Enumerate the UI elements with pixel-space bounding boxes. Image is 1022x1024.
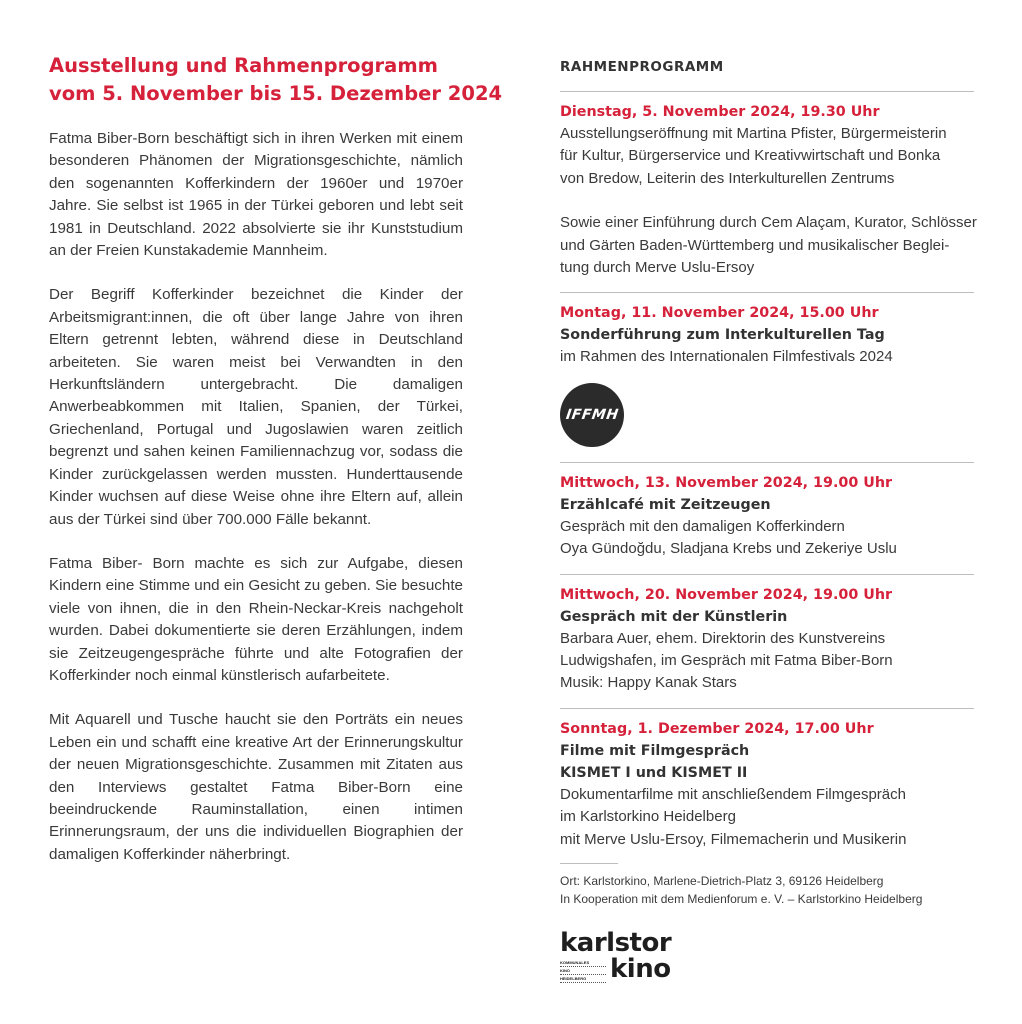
event-line: Ausstellungseröffnung mit Martina Pfister, Bürgermeisterin (560, 125, 947, 142)
event-line: Oya Gündoğdu, Sladjana Krebs und Zekeriye Uslu (560, 540, 897, 558)
event-1 (560, 92, 977, 293)
page-title (49, 52, 503, 108)
event-title: Gespräch mit der Künstlerin (560, 608, 788, 625)
logo-small-line: HEIDELBERG (560, 975, 606, 983)
iffmh-logo-text: IFFMH (564, 406, 620, 423)
event-title: Filme mit Filmgespräch (560, 742, 750, 759)
paragraph-3: Fatma Biber- Born machte es sich zur Aufgabe, diesen Kindern eine Stimme und ein Gesicht zu geben. Sie besuchte viele von ihnen, die in den Rhein-Neckar-Kreis nachgeholt wurden. Dabei dokumentierte sie deren Erzählungen, indem sie Zeitzeugengespräche führte und alte Fotografien der Kofferkinder noch einmal künstlerisch aufarbeitete. (49, 554, 463, 684)
title-line-2: vom 5. November bis 15. Dezember 2024 (49, 82, 503, 105)
cooperation-note: In Kooperation mit dem Medienforum e. V. – Karlstorkino Heidelberg (560, 892, 923, 907)
logo-small-line: KINO (560, 967, 606, 975)
venue-address: Ort: Karlstorkino, Marlene-Dietrich-Platz 3, 69126 Heidelberg (560, 874, 884, 889)
event-2 (560, 293, 974, 462)
event-line: im Karlstorkino Heidelberg (560, 808, 736, 826)
event-title-2: KISMET I und KISMET II (560, 764, 748, 781)
event-line: Gespräch mit den damaligen Kofferkindern (560, 517, 845, 535)
section-heading: RAHMENPROGRAMM (560, 59, 724, 75)
event-line: mit Merve Uslu-Ersoy, Filmemacherin und Musikerin (560, 830, 907, 848)
spacer (560, 190, 974, 212)
logo-word-bottom: kino (610, 954, 671, 985)
program-column (560, 58, 977, 990)
event-date: Sonntag, 1. Dezember 2024, 17.00 Uhr (560, 720, 874, 737)
intro-column (49, 52, 503, 888)
event-4 (560, 575, 974, 709)
footer-divider (560, 863, 618, 864)
event-line: und Gärten Baden-Württemberg und musikalischer Beglei- (560, 236, 950, 254)
paragraph-1: Fatma Biber-Born beschäftigt sich in ihren Werken mit einem besonderen Phänomen der Migrationsgeschichte, nämlich den sogenannten Kofferkindern der 1960er und 1970er Jahre. Sie selbst ist 1965 in der Türkei geboren und lebt seit 1981 in Deutschland. 2022 absolvierte sie ihr Kunststudium an der Freien Kunstakademie Mannheim. (49, 130, 463, 260)
logo-word-top: karlstor (560, 928, 672, 959)
karlstorkino-logo (560, 930, 680, 990)
paragraph-4: Mit Aquarell und Tusche haucht sie den Porträts ein neues Leben ein und schafft eine kreative Art der Erinnerungskultur der neuen Migrationsgeschichte. Zusammen mit Zitaten aus den Interviews gestaltet Fatma Biber-Born eine beeindruckende Rauminstallation, einen intimen Erinnerungsraum, der uns die individuellen Biographien der damaligen Kofferkinder näherbringt. (49, 711, 463, 863)
event-line: Sowie einer Einführung durch Cem Alaçam, Kurator, Schlösser (560, 214, 977, 232)
event-date: Mittwoch, 20. November 2024, 19.00 Uhr (560, 586, 893, 603)
event-date: Mittwoch, 13. November 2024, 19.00 Uhr (560, 474, 893, 491)
event-title: Erzählcafé mit Zeitzeugen (560, 496, 771, 513)
logo-small-line: KOMMUNALES (560, 959, 606, 967)
event-line: Barbara Auer, ehem. Direktorin des Kunstvereins (560, 629, 886, 647)
event-title: Sonderführung zum Interkulturellen Tag (560, 327, 885, 344)
event-date: Dienstag, 5. November 2024, 19.30 Uhr (560, 104, 880, 120)
event-line: Ludwigshafen, im Gespräch mit Fatma Biber-Born (560, 652, 893, 670)
event-line: Musik: Happy Kanak Stars (560, 674, 737, 692)
paragraph-2: Der Begriff Kofferkinder bezeichnet die Kinder der Arbeitsmigrant:innen, die oft über lange Jahre von ihren Eltern getrennt lebten, während diese in Deutschland arbeiteten. Sie waren meist bei Verwandten in den Herkunftsländern untergebracht. Die damaligen Anwerbeabkommen mit Italien, Spanien, der Türkei, Griechenland, Portugal und Jugoslawien waren zeitlich begrenzt und sahen keinen Familiennachzug vor, sodass die Kinder zurückgelassen werden mussten. Hunderttausende Kinder wuchsen auf diese Weise ohne ihre Eltern auf, allein aus der Türkei sind über 700.000 Fälle bekannt. (49, 286, 463, 528)
logo-small-print (560, 959, 606, 983)
event-line: für Kultur, Bürgerservice und Kreativwirtschaft und Bonka (560, 147, 941, 165)
event-line: tung durch Merve Uslu-Ersoy (560, 259, 755, 277)
title-line-1: Ausstellung und Rahmenprogramm (49, 54, 438, 77)
event-date: Montag, 11. November 2024, 15.00 Uhr (560, 305, 879, 322)
event-line: im Rahmen des Internationalen Filmfestivals 2024 (560, 348, 893, 366)
event-line: Dokumentarfilme mit anschließendem Filmgespräch (560, 785, 906, 803)
event-5 (560, 709, 974, 851)
iffmh-logo (560, 383, 624, 447)
event-line: von Bredow, Leiterin des Interkulturellen Zentrums (560, 169, 895, 187)
event-3 (560, 463, 974, 575)
